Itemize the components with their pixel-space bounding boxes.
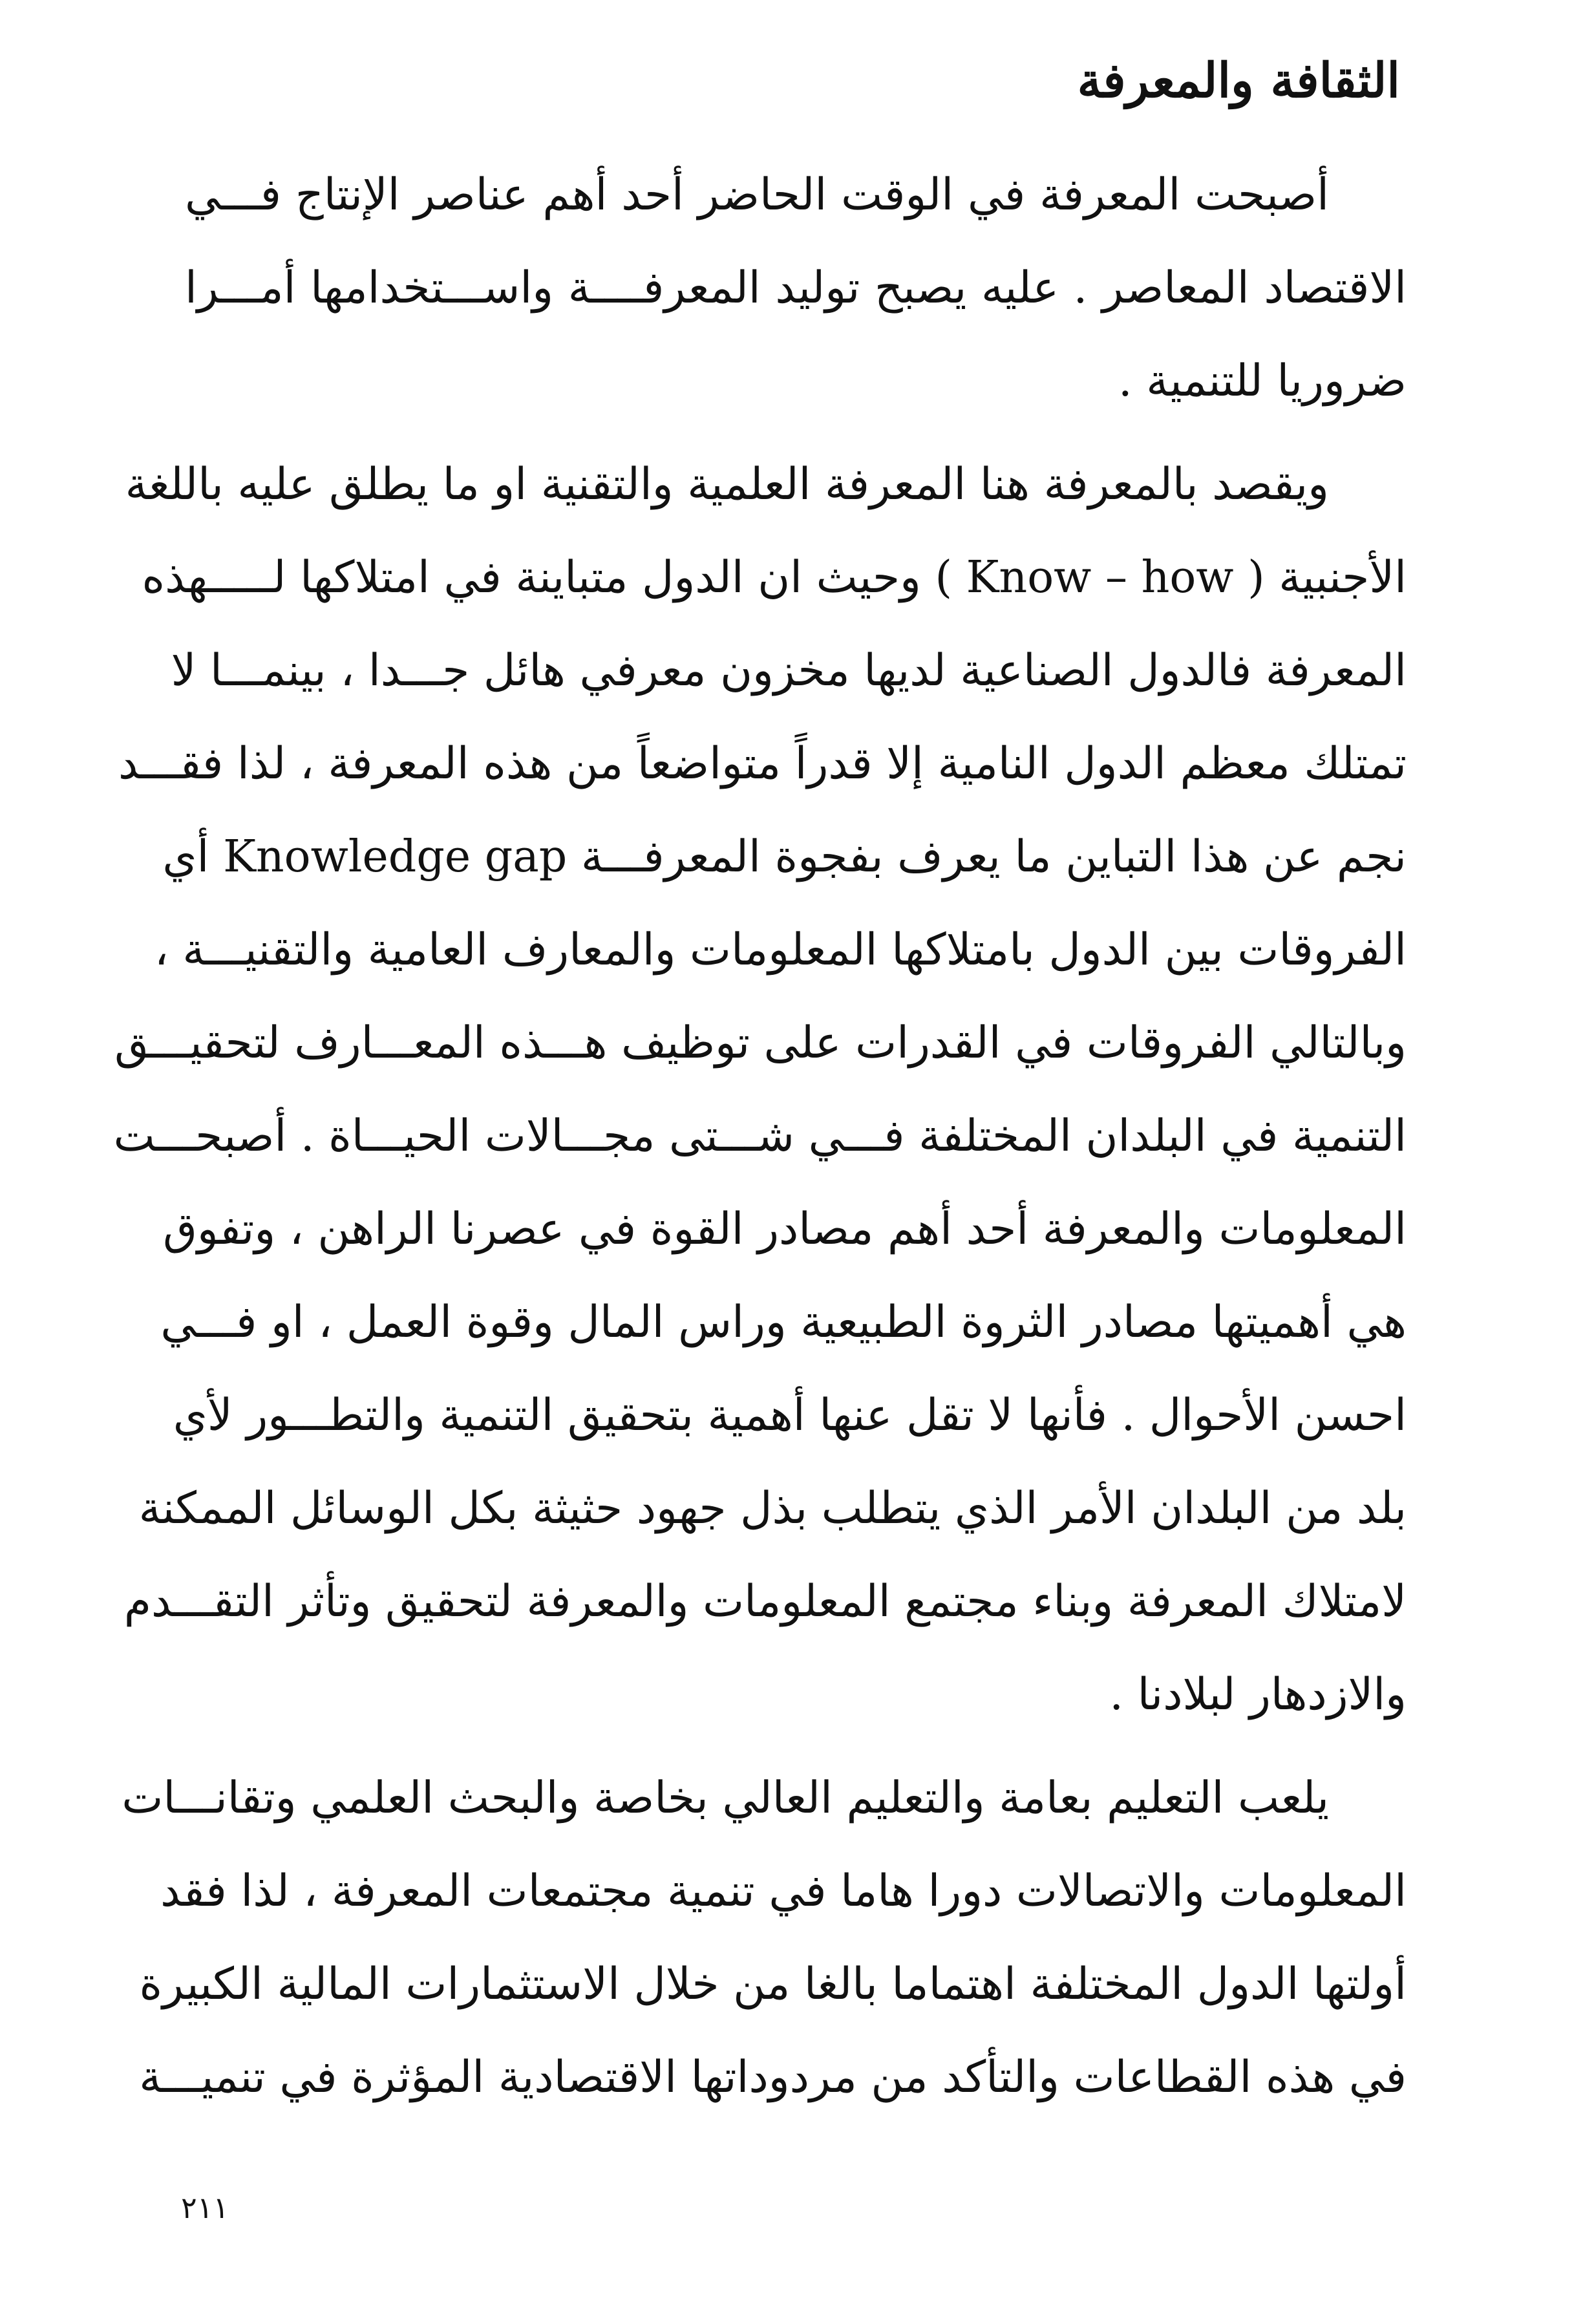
text-line: وبالتالي الفروقات في القدرات على توظيف هـــذه المعـــارف لتحقيـــق [114, 1018, 1407, 1069]
text-line: يلعب التعليم بعامة والتعليم العالي بخاصة والبحث العلمي وتقانـــات [122, 1773, 1329, 1824]
text-line: الاقتصاد المعاصر . عليه يصبح توليد المعرفــــة واســـتخدامها أمـــرا [185, 262, 1407, 314]
text-line: الفروقات بين الدول بامتلاكها المعلومات والمعارف العامية والتقنيـــة ، [154, 924, 1407, 975]
text-line: المعلومات والاتصالات دورا هاما في تنمية مجتمعات المعرفة ، لذا فقد [160, 1866, 1407, 1917]
text-line: نجم عن هذا التباين ما يعرف بفجوة المعرفـــة Knowledge gap أي [162, 831, 1407, 882]
text-line: هي أهميتها مصادر الثروة الطبيعية وراس المال وقوة العمل ، او فـــي [160, 1297, 1407, 1348]
page-number: ٢١١ [181, 2190, 229, 2225]
text-line: والازدهار لبلادنا . [1109, 1669, 1407, 1720]
text-line: المعلومات والمعرفة أحد أهم مصادر القوة في عصرنا الراهن ، وتفوق [163, 1204, 1407, 1255]
text-line: أولتها الدول المختلفة اهتماما بالغا من خلال الاستثمارات المالية الكبيرة [139, 1959, 1407, 2010]
page-title: الثقافة والمعرفة [1077, 53, 1400, 109]
text-line: ويقصد بالمعرفة هنا المعرفة العلمية والتقنية او ما يطلق عليه باللغة [125, 459, 1329, 510]
text-line: المعرفة فالدول الصناعية لديها مخزون معرفي هائل جـــدا ، بينمـــا لا [171, 645, 1407, 696]
text-line: احسن الأحوال . فأنها لا تقل عنها أهمية بتحقيق التنمية والتطـــور لأي [173, 1390, 1407, 1441]
text-line: ضروريا للتنمية . [1118, 356, 1407, 407]
text-line: الأجنبية ( Know – how ) وحيث ان الدول متباينة في امتلاكها لـــــهذه [142, 552, 1407, 603]
text-line: التنمية في البلدان المختلفة فـــي شـــتى مجـــالات الحيـــاة . أصبحـــت [113, 1111, 1407, 1162]
text-line: لامتلاك المعرفة وبناء مجتمع المعلومات والمعرفة لتحقيق وتأثر التقـــدم [123, 1576, 1407, 1627]
body-text [113, 149, 1407, 2124]
text-line: تمتلك معظم الدول النامية إلا قدراً متواضعاً من هذه المعرفة ، لذا فقـــد [118, 738, 1407, 789]
text-line: بلد من البلدان الأمر الذي يتطلب بذل جهود حثيثة بكل الوسائل الممكنة [138, 1483, 1407, 1534]
text-line: أصبحت المعرفة في الوقت الحاضر أحد أهم عناصر الإنتاج فـــي [185, 169, 1329, 220]
text-line: في هذه القطاعات والتأكد من مردوداتها الاقتصادية المؤثرة في تنميـــة [139, 2052, 1407, 2103]
